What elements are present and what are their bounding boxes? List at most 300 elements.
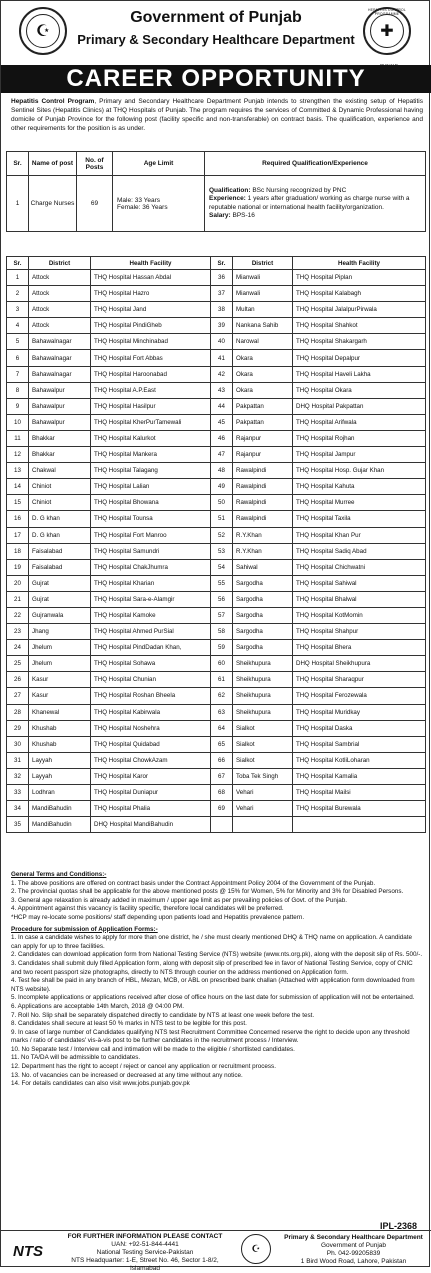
table-cell: THQ Hospital KotMomin bbox=[293, 607, 426, 623]
table-cell: THQ Hospital Hassan Abdal bbox=[91, 270, 211, 286]
table-row bbox=[7, 447, 426, 463]
table-cell: THQ Hospital Kamalia bbox=[293, 768, 426, 784]
table-cell: R.Y.Khan bbox=[233, 543, 293, 559]
table-cell: 8 bbox=[7, 382, 29, 398]
procedure-list bbox=[11, 934, 423, 1089]
table-cell: 60 bbox=[211, 656, 233, 672]
table-cell: 9 bbox=[7, 398, 29, 414]
table-row bbox=[7, 817, 426, 833]
table-cell: THQ Hospital Bhowana bbox=[91, 495, 211, 511]
table-cell: THQ Hospital Quidabad bbox=[91, 736, 211, 752]
table-cell: Kasur bbox=[29, 688, 91, 704]
list-item: 4. Test fee shall be paid in any branch of HBL, Mezan, MCB, or ABL on prescribed bank challan (Attached with application form downloaded from NTS website). bbox=[11, 977, 415, 993]
qual-text: BSc Nursing recognized by PNC bbox=[250, 186, 347, 194]
table-cell: Toba Tek Singh bbox=[233, 768, 293, 784]
table-cell: Multan bbox=[233, 302, 293, 318]
exp-text: 1 years after graduation/ working as charge nurse with a reputable national or international health facility/organization. bbox=[209, 195, 410, 211]
table-row bbox=[7, 785, 426, 801]
district-header-2: Health Facility bbox=[91, 257, 211, 270]
table-cell: 28 bbox=[7, 704, 29, 720]
post-row bbox=[7, 176, 426, 232]
table-cell: THQ Hospital Rojhan bbox=[293, 430, 426, 446]
list-item: 5. Incomplete applications or applications received after close of office hours on the last date for submission of application will not be entertained. bbox=[11, 994, 415, 1002]
table-row bbox=[7, 736, 426, 752]
table-row bbox=[7, 350, 426, 366]
table-cell: THQ Hospital KotliLoharan bbox=[293, 752, 426, 768]
table-cell: 6 bbox=[7, 350, 29, 366]
table-cell bbox=[293, 817, 426, 833]
table-cell: THQ Hospital Kalabagh bbox=[293, 286, 426, 302]
list-item: *HCP may re-locate some positions/ staff depending upon patients load and Hepatitis prevalence pattern. bbox=[11, 913, 305, 921]
table-cell: THQ Hospital Samundri bbox=[91, 543, 211, 559]
table-cell: 49 bbox=[211, 479, 233, 495]
table-cell: THQ Hospital Talagang bbox=[91, 463, 211, 479]
table-cell: 25 bbox=[7, 656, 29, 672]
table-cell: 30 bbox=[7, 736, 29, 752]
list-item: 9. In case of large number of Candidates qualifying NTS test Recruitment Committee Concerned reserve the right to decide upon any threshold marks / ratio of candidates' vis-à-vis post to be further candidates in the recruitment process / Interview. bbox=[11, 1028, 410, 1045]
table-cell: Khushab bbox=[29, 736, 91, 752]
table-cell: THQ Hospital Shahkot bbox=[293, 318, 426, 334]
table-cell: 16 bbox=[7, 511, 29, 527]
table-cell: THQ Hospital Sahiwal bbox=[293, 575, 426, 591]
table-cell: Attock bbox=[29, 302, 91, 318]
table-cell: DHQ Hospital Pakpattan bbox=[293, 398, 426, 414]
table-cell: 55 bbox=[211, 575, 233, 591]
table-cell: 59 bbox=[211, 640, 233, 656]
table-cell: THQ Hospital Kamoke bbox=[91, 607, 211, 623]
table-cell: 42 bbox=[211, 366, 233, 382]
table-cell: 41 bbox=[211, 350, 233, 366]
table-cell: Jhang bbox=[29, 624, 91, 640]
table-row bbox=[7, 640, 426, 656]
table-cell: 10 bbox=[7, 414, 29, 430]
table-row bbox=[7, 511, 426, 527]
table-cell: Bhakkar bbox=[29, 430, 91, 446]
district-header-5: Health Facility bbox=[293, 257, 426, 270]
table-cell: THQ Hospital Haroonabad bbox=[91, 366, 211, 382]
terms-list bbox=[11, 880, 423, 923]
table-cell: 34 bbox=[7, 801, 29, 817]
table-cell: 13 bbox=[7, 463, 29, 479]
table-cell: Lodhran bbox=[29, 785, 91, 801]
table-cell: THQ Hospital Sambrial bbox=[293, 736, 426, 752]
table-cell: Jhelum bbox=[29, 640, 91, 656]
table-cell: THQ Hospital KherPurTamewali bbox=[91, 414, 211, 430]
list-item: 10. No Separate test / Interview call and intimation will be made to the eligible / shortlisted candidates. bbox=[11, 1045, 295, 1053]
list-item: 12. Department has the right to accept / reject or cancel any application or recruitment process. bbox=[11, 1063, 276, 1071]
terms-heading: General Terms and Conditions:- bbox=[11, 871, 107, 878]
table-cell: 68 bbox=[211, 785, 233, 801]
table-cell: THQ Hospital Burewala bbox=[293, 801, 426, 817]
table-cell: Layyah bbox=[29, 752, 91, 768]
table-cell: Bahawalpur bbox=[29, 414, 91, 430]
list-item: 6. Applications are acceptable 14th March, 2018 @ 04:00 PM. bbox=[11, 1002, 185, 1010]
table-cell: Sheikhupura bbox=[233, 688, 293, 704]
list-item: 1. In case a candidate wishes to apply for more than one district, he / she must clearly mentioned DHQ & THQ name on application. A candidate can apply for up to three facilities. bbox=[11, 934, 413, 950]
footer-line: UAN: +92-51-844-4441 bbox=[111, 1241, 179, 1248]
table-cell: THQ Hospital Haveli Lakha bbox=[293, 366, 426, 382]
table-row bbox=[7, 430, 426, 446]
table-cell: Mianwali bbox=[233, 270, 293, 286]
table-cell: MandiBahudin bbox=[29, 801, 91, 817]
post-header-sr: Sr. bbox=[7, 152, 29, 176]
table-cell: D. G khan bbox=[29, 527, 91, 543]
table-row bbox=[7, 270, 426, 286]
table-cell: THQ Hospital Shahpur bbox=[293, 624, 426, 640]
table-row bbox=[7, 591, 426, 607]
list-item: 4. Appointment against this vacancy is facility specific, therefore local candidates will be preferred. bbox=[11, 905, 284, 913]
table-cell bbox=[211, 817, 233, 833]
table-cell: THQ Hospital Ferozewala bbox=[293, 688, 426, 704]
table-row bbox=[7, 286, 426, 302]
procedure-heading: Procedure for submission of Application Forms:- bbox=[11, 925, 158, 933]
table-cell: Sahiwal bbox=[233, 559, 293, 575]
table-cell: Bhakkar bbox=[29, 447, 91, 463]
table-cell: THQ Hospital Muridkay bbox=[293, 704, 426, 720]
table-cell: 43 bbox=[211, 382, 233, 398]
table-cell: Rawalpindi bbox=[233, 511, 293, 527]
table-cell: Rawalpindi bbox=[233, 479, 293, 495]
table-cell: THQ Hospital Hasilpur bbox=[91, 398, 211, 414]
nts-logo-icon: NTS bbox=[13, 1243, 43, 1260]
table-cell: 22 bbox=[7, 607, 29, 623]
header bbox=[1, 1, 431, 71]
table-cell: 26 bbox=[7, 672, 29, 688]
post-age bbox=[113, 176, 205, 232]
table-cell: Sheikhupura bbox=[233, 656, 293, 672]
table-cell: Nankana Sahib bbox=[233, 318, 293, 334]
table-row bbox=[7, 688, 426, 704]
table-cell: THQ Hospital Kahuta bbox=[293, 479, 426, 495]
table-row bbox=[7, 398, 426, 414]
table-cell: THQ Hospital A.P.East bbox=[91, 382, 211, 398]
table-cell: Sialkot bbox=[233, 720, 293, 736]
table-row bbox=[7, 334, 426, 350]
footer bbox=[1, 1230, 431, 1272]
table-cell: 24 bbox=[7, 640, 29, 656]
table-row bbox=[7, 366, 426, 382]
table-cell: 67 bbox=[211, 768, 233, 784]
table-cell: Khanewal bbox=[29, 704, 91, 720]
table-cell: Sargodha bbox=[233, 624, 293, 640]
table-cell: Sargodha bbox=[233, 607, 293, 623]
table-cell: Sialkot bbox=[233, 736, 293, 752]
table-cell: 58 bbox=[211, 624, 233, 640]
footer-contact-department bbox=[281, 1234, 426, 1266]
table-cell: THQ Hospital JalalpurPirwala bbox=[293, 302, 426, 318]
table-cell: R.Y.Khan bbox=[233, 527, 293, 543]
table-cell: 4 bbox=[7, 318, 29, 334]
table-cell: Bahawalnagar bbox=[29, 366, 91, 382]
table-cell: Rajanpur bbox=[233, 430, 293, 446]
table-cell: Sargodha bbox=[233, 640, 293, 656]
table-cell: Bahawalnagar bbox=[29, 334, 91, 350]
footer-line: FOR FURTHER INFORMATION PLEASE CONTACT bbox=[67, 1233, 223, 1240]
table-cell: 61 bbox=[211, 672, 233, 688]
table-cell: THQ Hospital Roshan Bheela bbox=[91, 688, 211, 704]
department-name: Primary & Secondary Healthcare Department bbox=[77, 32, 355, 47]
table-cell: 5 bbox=[7, 334, 29, 350]
table-cell: 21 bbox=[7, 591, 29, 607]
table-row bbox=[7, 752, 426, 768]
table-cell: Vehari bbox=[233, 785, 293, 801]
table-cell: 19 bbox=[7, 559, 29, 575]
table-cell: THQ Hospital Jand bbox=[91, 302, 211, 318]
table-cell: 48 bbox=[211, 463, 233, 479]
list-item: 14. For details candidates can also visit www.jobs.punjab.gov.pk bbox=[11, 1080, 190, 1088]
table-cell: THQ Hospital Shakargarh bbox=[293, 334, 426, 350]
table-row bbox=[7, 607, 426, 623]
table-cell: THQ Hospital Kabirwala bbox=[91, 704, 211, 720]
post-header-name: Name of post bbox=[29, 152, 77, 176]
footer-line: Primary & Secondary Healthcare Department bbox=[284, 1234, 423, 1241]
table-cell: Vehari bbox=[233, 801, 293, 817]
table-cell: THQ Hospital Phalia bbox=[91, 801, 211, 817]
table-cell: 7 bbox=[7, 366, 29, 382]
age-female: Female: 36 Years bbox=[117, 203, 168, 211]
punjab-seal-icon: ☪ bbox=[19, 7, 67, 55]
seal-rim-text: HEPATITIS CONTROL PROGRAMME bbox=[368, 8, 406, 16]
table-cell: Bahawalpur bbox=[29, 382, 91, 398]
table-cell: Attock bbox=[29, 286, 91, 302]
table-cell: THQ Hospital Hosp. Gujar Khan bbox=[293, 463, 426, 479]
table-row bbox=[7, 768, 426, 784]
table-cell: 65 bbox=[211, 736, 233, 752]
table-cell: THQ Hospital Mailsi bbox=[293, 785, 426, 801]
table-row bbox=[7, 302, 426, 318]
intro-paragraph bbox=[11, 97, 423, 133]
table-cell: Faisalabad bbox=[29, 543, 91, 559]
table-row bbox=[7, 575, 426, 591]
table-cell: THQ Hospital Okara bbox=[293, 382, 426, 398]
footer-contact-nts bbox=[55, 1233, 235, 1273]
table-cell: 1 bbox=[7, 270, 29, 286]
table-cell: 52 bbox=[211, 527, 233, 543]
post-name: Charge Nurses bbox=[29, 176, 77, 232]
table-cell: THQ Hospital Kharian bbox=[91, 575, 211, 591]
hepatitis-program-seal-icon: HEPATITIS CONTROL PROGRAMME ✚ bbox=[363, 7, 411, 55]
table-cell: THQ Hospital Arifwala bbox=[293, 414, 426, 430]
post-sr: 1 bbox=[7, 176, 29, 232]
list-item: 3. General age relaxation is already added in maximum / upper age limit as per prevailing policies of Govt. of the Punjab. bbox=[11, 896, 348, 904]
table-row bbox=[7, 656, 426, 672]
table-row bbox=[7, 559, 426, 575]
district-header-1: District bbox=[29, 257, 91, 270]
district-header-4: District bbox=[233, 257, 293, 270]
footer-line: 1 Bird Wood Road, Lahore, Pakistan bbox=[300, 1258, 407, 1265]
list-item: 11. No TA/DA will be admissible to candidates. bbox=[11, 1054, 141, 1062]
table-cell: 50 bbox=[211, 495, 233, 511]
table-cell: Okara bbox=[233, 350, 293, 366]
table-cell: Chiniot bbox=[29, 495, 91, 511]
table-cell: 57 bbox=[211, 607, 233, 623]
table-cell: Sialkot bbox=[233, 752, 293, 768]
table-cell: 15 bbox=[7, 495, 29, 511]
table-cell: 2 bbox=[7, 286, 29, 302]
table-cell: Sheikhupura bbox=[233, 672, 293, 688]
punjab-seal-footer-icon: ☪ bbox=[241, 1234, 271, 1264]
table-cell: THQ Hospital ChowkAzam bbox=[91, 752, 211, 768]
table-cell: 35 bbox=[7, 817, 29, 833]
table-cell: THQ Hospital Noshehra bbox=[91, 720, 211, 736]
table-row bbox=[7, 624, 426, 640]
table-cell: THQ Hospital Sharaqpur bbox=[293, 672, 426, 688]
table-cell: 53 bbox=[211, 543, 233, 559]
table-cell: THQ Hospital Jampur bbox=[293, 447, 426, 463]
footer-line: Government of Punjab bbox=[320, 1242, 387, 1249]
table-cell: Okara bbox=[233, 382, 293, 398]
table-cell: Gujranwala bbox=[29, 607, 91, 623]
table-cell: Rawalpindi bbox=[233, 463, 293, 479]
table-cell: MandiBahudin bbox=[29, 817, 91, 833]
table-cell: 46 bbox=[211, 430, 233, 446]
table-cell: THQ Hospital Khan Pur bbox=[293, 527, 426, 543]
table-cell: THQ Hospital Tounsa bbox=[91, 511, 211, 527]
table-cell: THQ Hospital Sadiq Abad bbox=[293, 543, 426, 559]
table-cell: 62 bbox=[211, 688, 233, 704]
table-cell: THQ Hospital Lalian bbox=[91, 479, 211, 495]
table-cell: DHQ Hospital Sheikhupura bbox=[293, 656, 426, 672]
age-male: Male: 33 Years bbox=[117, 196, 161, 204]
list-item: 13. No. of vacancies can be increased or decreased at any time without any notice. bbox=[11, 1071, 243, 1079]
table-row bbox=[7, 527, 426, 543]
table-cell: 18 bbox=[7, 543, 29, 559]
table-cell: THQ Hospital ChakJhumra bbox=[91, 559, 211, 575]
table-cell: 17 bbox=[7, 527, 29, 543]
table-cell: Narowal bbox=[233, 334, 293, 350]
table-cell: Layyah bbox=[29, 768, 91, 784]
sal-text: BPS-16 bbox=[230, 211, 255, 219]
table-row bbox=[7, 704, 426, 720]
table-cell: THQ Hospital Duniapur bbox=[91, 785, 211, 801]
table-cell: Chiniot bbox=[29, 479, 91, 495]
table-cell: Kasur bbox=[29, 672, 91, 688]
post-table bbox=[6, 151, 426, 232]
career-banner: CAREER OPPORTUNITY bbox=[1, 65, 431, 93]
table-cell: 23 bbox=[7, 624, 29, 640]
table-cell: 38 bbox=[211, 302, 233, 318]
table-row bbox=[7, 543, 426, 559]
table-cell: THQ Hospital PindDadan Khan, bbox=[91, 640, 211, 656]
table-cell: Jhelum bbox=[29, 656, 91, 672]
table-cell: Pakpattan bbox=[233, 414, 293, 430]
table-cell: Sargodha bbox=[233, 575, 293, 591]
table-cell: Khushab bbox=[29, 720, 91, 736]
terms-section bbox=[11, 871, 423, 1089]
table-cell: 33 bbox=[7, 785, 29, 801]
table-cell: Bahawalpur bbox=[29, 398, 91, 414]
table-cell: THQ Hospital Karor bbox=[91, 768, 211, 784]
table-cell: 63 bbox=[211, 704, 233, 720]
table-cell: THQ Hospital Minchinabad bbox=[91, 334, 211, 350]
table-row bbox=[7, 479, 426, 495]
table-cell: THQ Hospital Bhera bbox=[293, 640, 426, 656]
table-cell: THQ Hospital Fort Abbas bbox=[91, 350, 211, 366]
table-cell: THQ Hospital Sara-e-Alamgir bbox=[91, 591, 211, 607]
table-cell: 47 bbox=[211, 447, 233, 463]
table-cell: 40 bbox=[211, 334, 233, 350]
table-cell: Pakpattan bbox=[233, 398, 293, 414]
table-cell: THQ Hospital Taxila bbox=[293, 511, 426, 527]
post-header-age: Age Limit bbox=[113, 152, 205, 176]
table-cell: THQ Hospital Chichwatni bbox=[293, 559, 426, 575]
list-item: 3. Candidates shall submit duly filled Application form, along with deposit slip of prescribed fee in favor of National Testing Service, copy of CNIC and two recent passport size photographs, directly to NTS through courier on the address mentioned on Application form. bbox=[11, 959, 413, 976]
table-cell: Sheikhupura bbox=[233, 704, 293, 720]
table-cell: D. G khan bbox=[29, 511, 91, 527]
intro-text: , Primary and Secondary Healthcare Department Punjab intends to strengthen the existing setup of Hepatitis Sentinel Sites (Hepatitis Clinics) at THQ Hospitals of Punjab. The program requires the services of Committed & Dynamic Professional having domicile of Punjab Province for the following post (facility specific and non-transferable) on contract basis. The qualification, experience and other requirements for the position is as under. bbox=[11, 98, 423, 132]
table-cell: 44 bbox=[211, 398, 233, 414]
table-row bbox=[7, 801, 426, 817]
table-cell: Chakwal bbox=[29, 463, 91, 479]
table-cell: 32 bbox=[7, 768, 29, 784]
table-row bbox=[7, 672, 426, 688]
footer-line: Ph. 042-99205839 bbox=[326, 1250, 381, 1257]
table-cell: Attock bbox=[29, 270, 91, 286]
district-header-0: Sr. bbox=[7, 257, 29, 270]
list-item: 7. Roll No. Slip shall be separately dispatched directly to candidate by NTS at least one week before the test. bbox=[11, 1011, 315, 1019]
table-cell bbox=[233, 817, 293, 833]
table-cell: Mianwali bbox=[233, 286, 293, 302]
table-cell: Gujrat bbox=[29, 575, 91, 591]
table-cell: 54 bbox=[211, 559, 233, 575]
list-item: 1. The above positions are offered on contract basis under the Contract Appointment Policy 2004 of the Government of the Punjab. bbox=[11, 879, 376, 887]
table-cell: DHQ Hospital MandiBahudin bbox=[91, 817, 211, 833]
table-cell: THQ Hospital Piplan bbox=[293, 270, 426, 286]
table-cell: THQ Hospital Mankera bbox=[91, 447, 211, 463]
table-cell: Attock bbox=[29, 318, 91, 334]
post-header-qualification: Required Qualification/Experience bbox=[205, 152, 426, 176]
footer-line: National Testing Service-Pakistan bbox=[96, 1249, 194, 1256]
table-row bbox=[7, 318, 426, 334]
table-cell: THQ Hospital Chunian bbox=[91, 672, 211, 688]
district-header-3: Sr. bbox=[211, 257, 233, 270]
table-row bbox=[7, 414, 426, 430]
ipl-number: IPL-2368 bbox=[379, 1221, 417, 1231]
table-cell: THQ Hospital Ahmed PurSial bbox=[91, 624, 211, 640]
list-item: 2. Candidates can download application form from National Testing Service (NTS) website (www.nts.org.pk), along with the deposit slip of Rs. 500/-. bbox=[11, 951, 423, 959]
table-cell: THQ Hospital Depalpur bbox=[293, 350, 426, 366]
table-cell: 12 bbox=[7, 447, 29, 463]
district-table bbox=[6, 256, 426, 833]
table-cell: THQ Hospital Bhalwal bbox=[293, 591, 426, 607]
table-cell: 37 bbox=[211, 286, 233, 302]
table-cell: 27 bbox=[7, 688, 29, 704]
table-cell: Gujrat bbox=[29, 591, 91, 607]
intro-lead: Hepatitis Control Program bbox=[11, 98, 95, 105]
table-cell: 64 bbox=[211, 720, 233, 736]
table-row bbox=[7, 495, 426, 511]
table-cell: Bahawalnagar bbox=[29, 350, 91, 366]
table-cell: 51 bbox=[211, 511, 233, 527]
table-row bbox=[7, 382, 426, 398]
table-cell: Faisalabad bbox=[29, 559, 91, 575]
table-cell: 36 bbox=[211, 270, 233, 286]
table-cell: 56 bbox=[211, 591, 233, 607]
table-cell: THQ Hospital Kalurkot bbox=[91, 430, 211, 446]
table-cell: Rawalpindi bbox=[233, 495, 293, 511]
table-cell: THQ Hospital PindiGheb bbox=[91, 318, 211, 334]
list-item: 8. Candidates shall secure at least 50 % marks in NTS test to be legible for this post. bbox=[11, 1020, 247, 1028]
table-cell: 66 bbox=[211, 752, 233, 768]
table-cell: THQ Hospital Fort Manroo bbox=[91, 527, 211, 543]
table-cell: Sargodha bbox=[233, 591, 293, 607]
table-row bbox=[7, 463, 426, 479]
table-cell: 39 bbox=[211, 318, 233, 334]
table-cell: THQ Hospital Hazro bbox=[91, 286, 211, 302]
table-cell: Okara bbox=[233, 366, 293, 382]
footer-line: Islamabad bbox=[130, 1265, 160, 1272]
table-cell: 31 bbox=[7, 752, 29, 768]
